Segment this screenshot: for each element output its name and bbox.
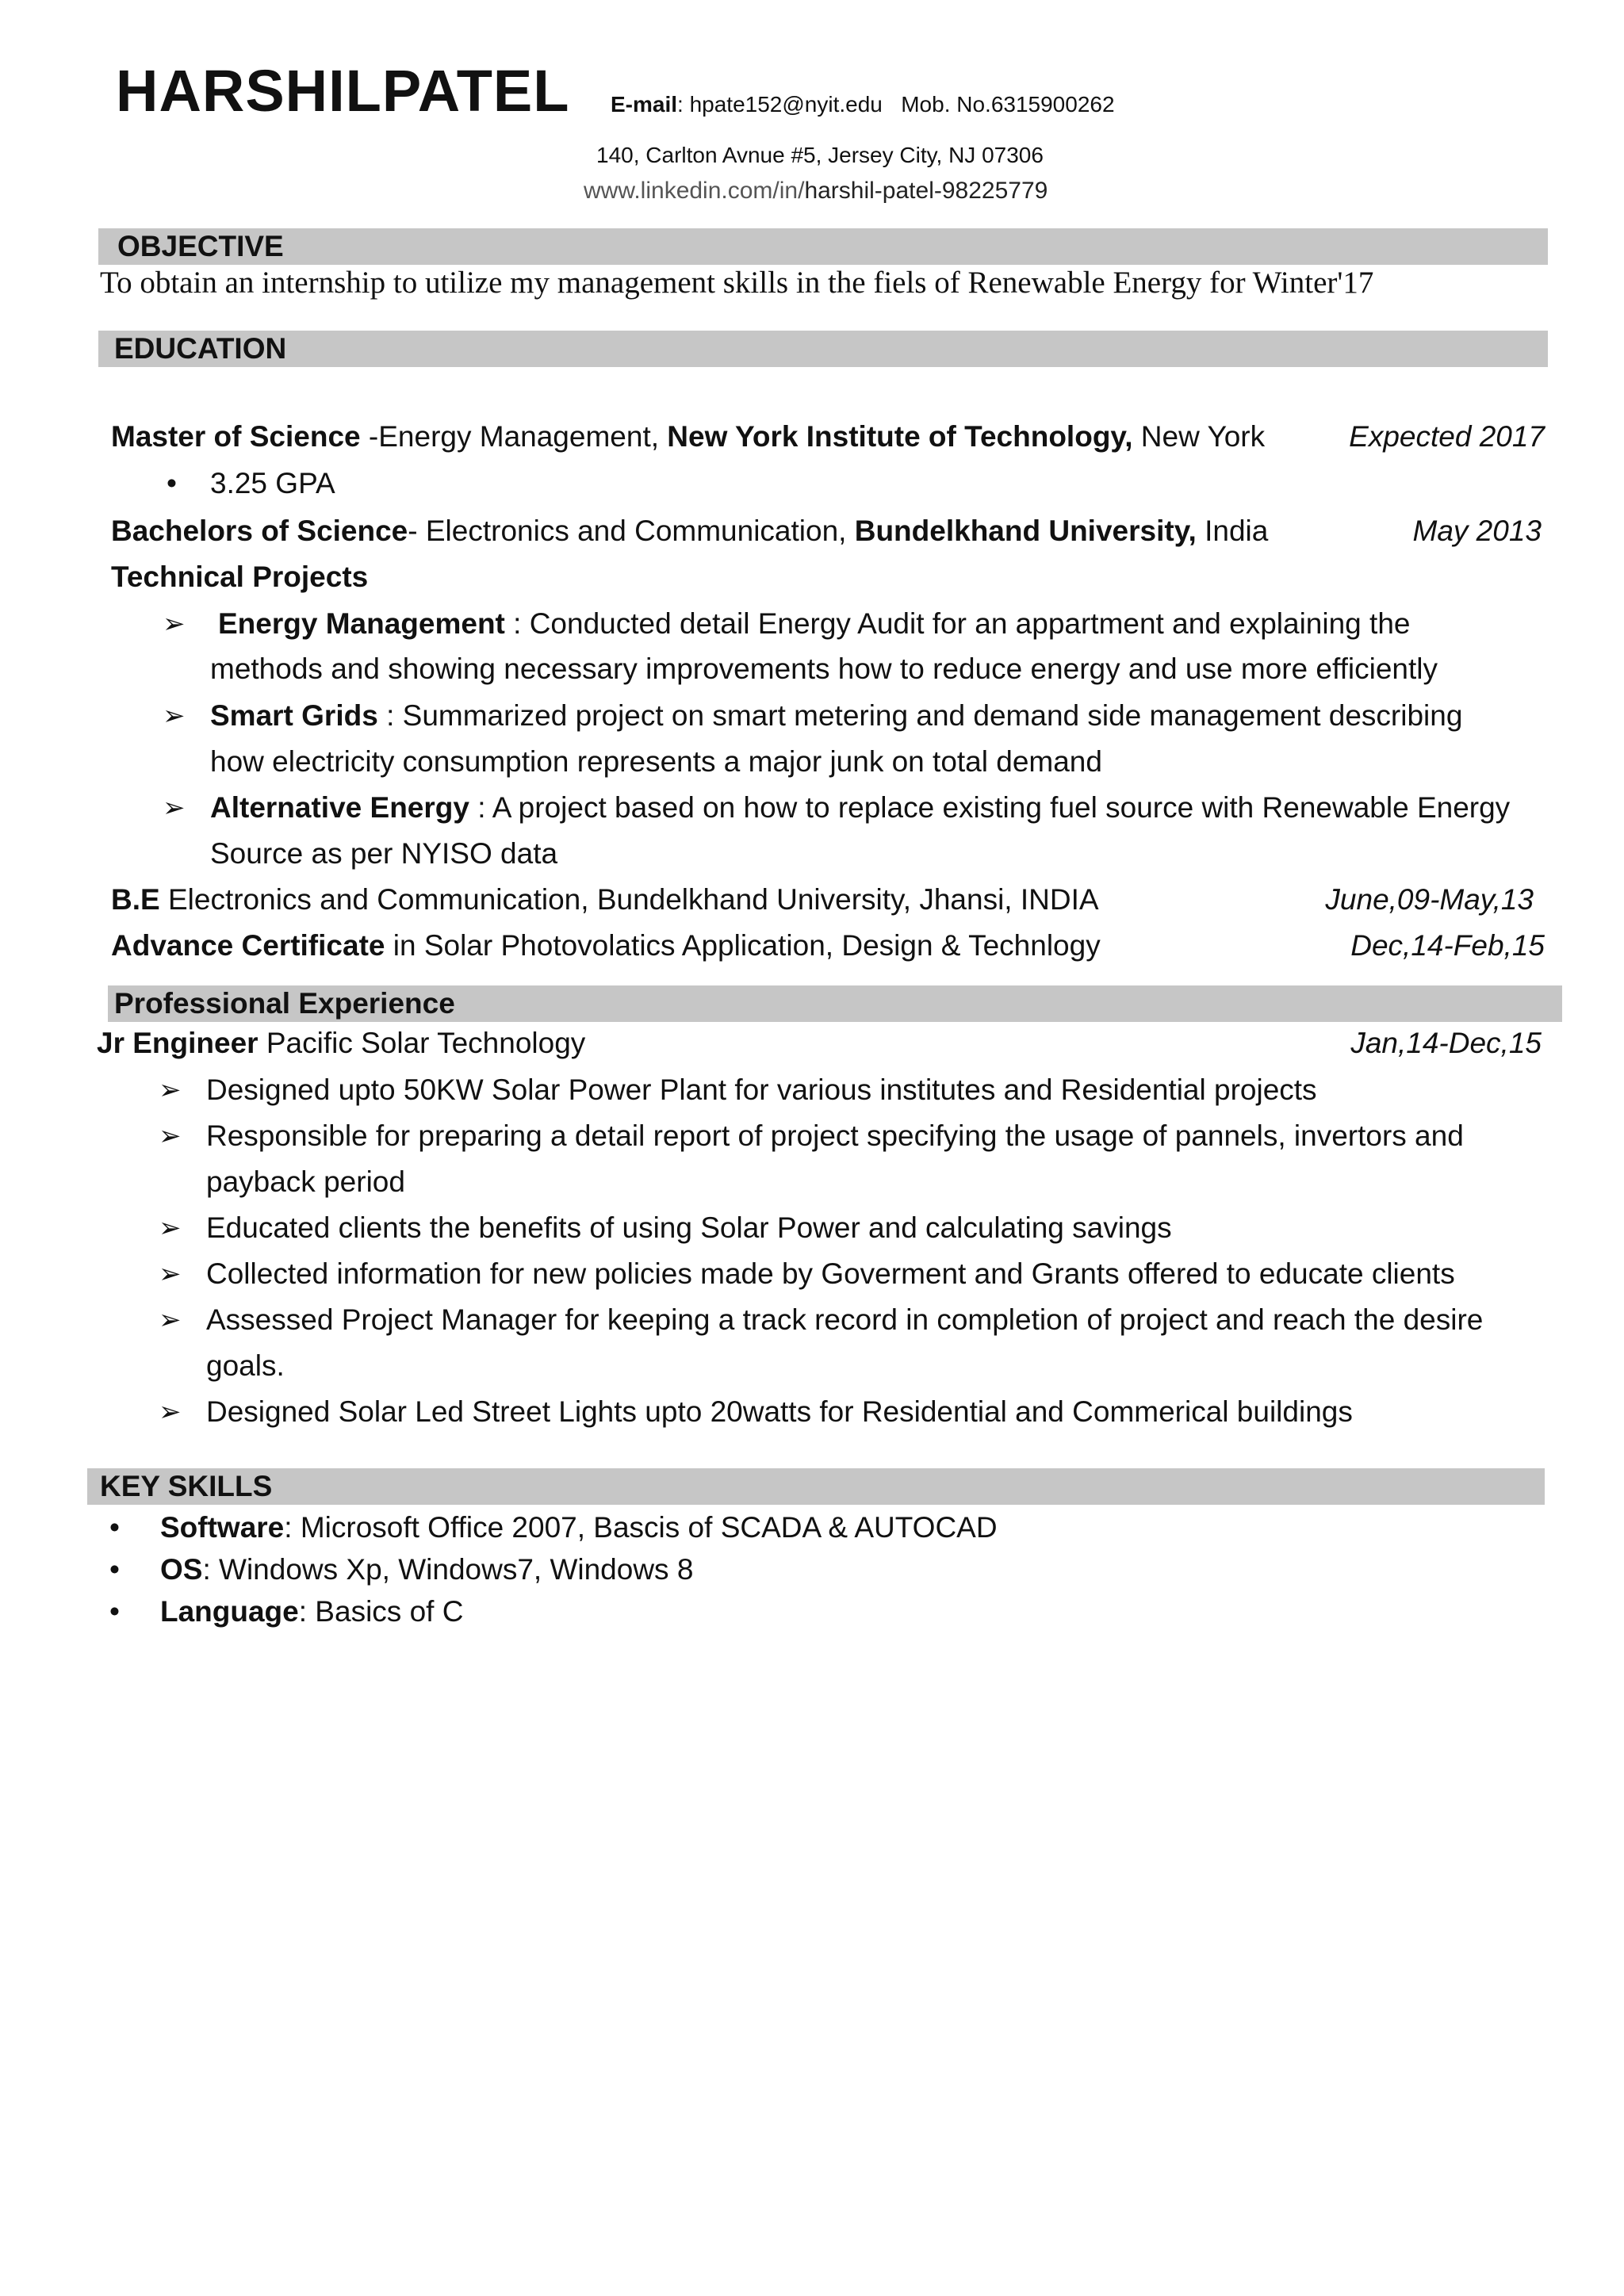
project-desc-cont: Source as per NYISO data <box>210 837 558 870</box>
job-company: Pacific Solar Technology <box>258 1027 586 1059</box>
experience-bullet: Designed Solar Led Street Lights upto 20watts for Residential and Commerical buildings <box>206 1395 1353 1428</box>
job-date: Jan,14-Dec,15 <box>1350 1027 1542 1059</box>
arrow-bullet-icon: ➢ <box>163 609 186 639</box>
gpa-bullet: • <box>167 467 177 499</box>
skill-item <box>160 1510 998 1546</box>
arrow-bullet-icon: ➢ <box>163 793 186 823</box>
project-desc-cont: methods and showing necessary improvements how to reduce energy and use more efficiently <box>210 652 1438 685</box>
skill-value: : Microsoft Office 2007, Bascis of SCADA & AUTOCAD <box>284 1511 998 1544</box>
skill-bullet: • <box>109 1595 120 1628</box>
candidate-name: HARSHILPATEL <box>116 58 570 124</box>
skill-item <box>160 1552 693 1588</box>
arrow-bullet-icon: ➢ <box>159 1075 182 1105</box>
projects-heading: Technical Projects <box>111 561 369 593</box>
project-line <box>210 698 1462 734</box>
arrow-bullet-icon: ➢ <box>159 1121 182 1151</box>
linkedin-handle: harshil-patel-98225779 <box>804 178 1048 204</box>
experience-heading <box>108 985 1562 1022</box>
arrow-bullet-icon: ➢ <box>159 1397 182 1427</box>
project-desc: : Conducted detail Energy Audit for an appartment and explaining the <box>504 607 1411 640</box>
skill-value: : Windows Xp, Windows7, Windows 8 <box>202 1553 694 1586</box>
skills-heading: KEY SKILLS <box>87 1468 1545 1505</box>
mobile-number: Mob. No.6315900262 <box>901 92 1115 117</box>
ms-line <box>111 419 1265 455</box>
be-degree: B.E <box>111 883 160 916</box>
address: 140, Carlton Avnue #5, Jersey City, NJ 07306 <box>596 143 1044 167</box>
be-date: June,09-May,13 <box>1325 883 1534 916</box>
linkedin-url[interactable] <box>584 178 1048 205</box>
arrow-bullet-icon: ➢ <box>159 1213 182 1243</box>
email-label: E-mail <box>611 92 678 117</box>
cert-title: Advance Certificate <box>111 929 385 962</box>
skill-value: : Basics of C <box>298 1595 464 1628</box>
experience-bullet: Educated clients the benefits of using Solar Power and calculating savings <box>206 1211 1172 1244</box>
bs-place: India <box>1196 515 1269 547</box>
cert-line <box>111 928 1101 964</box>
project-desc: : A project based on how to replace existing fuel source with Renewable Energy <box>469 791 1511 824</box>
skill-label: Language <box>160 1595 299 1628</box>
experience-bullet: Responsible for preparing a detail report of project specifying the usage of pannels, invertors and <box>206 1119 1464 1152</box>
contact-line <box>611 92 1115 117</box>
ms-degree: Master of Science <box>111 420 361 453</box>
project-line <box>210 790 1510 826</box>
be-detail: Electronics and Communication, Bundelkhand University, Jhansi, INDIA <box>159 883 1099 916</box>
bs-school: Bundelkhand University, <box>854 515 1197 547</box>
bs-date: May 2013 <box>1412 515 1542 547</box>
gpa-text: 3.25 GPA <box>210 467 335 499</box>
cert-detail: in Solar Photovolatics Application, Design & Technlogy <box>385 929 1101 962</box>
skill-label: Software <box>160 1511 285 1544</box>
skill-bullet: • <box>109 1553 120 1586</box>
project-desc: : Summarized project on smart metering and demand side management describing <box>377 699 1463 732</box>
objective-heading: OBJECTIVE <box>98 228 1548 265</box>
bs-line <box>111 513 1268 549</box>
arrow-bullet-icon: ➢ <box>163 701 186 731</box>
project-desc-cont: how electricity consumption represents a major junk on total demand <box>210 745 1102 778</box>
bs-field: - Electronics and Communication, <box>408 515 855 547</box>
experience-bullet: Designed upto 50KW Solar Power Plant for various institutes and Residential projects <box>206 1073 1317 1106</box>
job-role: Jr Engineer <box>97 1027 259 1059</box>
email-address: : hpate152@nyit.edu <box>677 92 883 117</box>
experience-bullet: Collected information for new policies made by Goverment and Grants offered to educate clients <box>206 1257 1455 1290</box>
experience-bullet-cont: payback period <box>206 1165 405 1198</box>
ms-date: Expected 2017 <box>1349 420 1545 453</box>
be-line <box>111 882 1099 918</box>
ms-school: New York Institute of Technology, <box>667 420 1133 453</box>
arrow-bullet-icon: ➢ <box>159 1259 182 1289</box>
project-title: Smart Grids <box>210 699 378 732</box>
experience-bullet: Assessed Project Manager for keeping a track record in completion of project and reach the desire <box>206 1303 1484 1336</box>
linkedin-prefix: www.linkedin.com/in/ <box>584 178 805 204</box>
arrow-bullet-icon: ➢ <box>159 1305 182 1335</box>
education-heading: EDUCATION <box>98 331 1548 367</box>
experience-bullet-cont: goals. <box>206 1349 285 1382</box>
ms-place: New York <box>1132 420 1266 453</box>
bs-degree: Bachelors of Science <box>111 515 408 547</box>
experience-heading-text: Professional Experience <box>114 987 455 1020</box>
cert-date: Dec,14-Feb,15 <box>1350 929 1545 962</box>
project-line <box>218 606 1410 642</box>
ms-field: -Energy Management, <box>360 420 668 453</box>
skill-label: OS <box>160 1553 203 1586</box>
objective-text: To obtain an internship to utilize my management skills in the fiels of Renewable Energy for Winter'17 <box>100 266 1374 300</box>
job-line <box>97 1025 585 1062</box>
skill-item <box>160 1594 463 1630</box>
skill-bullet: • <box>109 1511 120 1544</box>
project-title: Energy Management <box>218 607 505 640</box>
project-title: Alternative Energy <box>210 791 469 824</box>
